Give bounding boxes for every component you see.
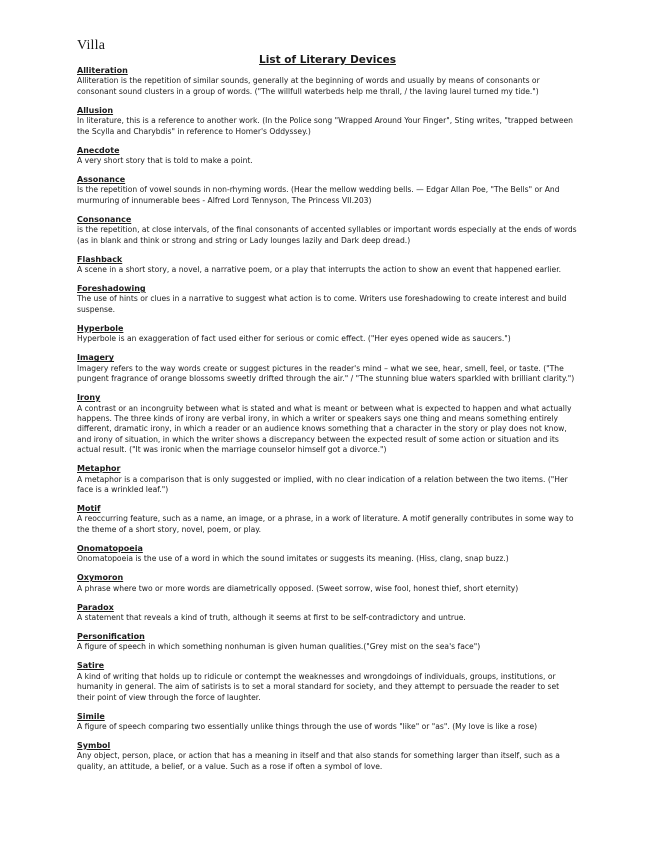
- term-definition: A phrase where two or more words are diametrically opposed. (Sweet sorrow, wise fool, honest thief, short eternity): [77, 583, 519, 593]
- entry-alliteration: [77, 66, 577, 97]
- term-heading: Simile: [77, 711, 105, 721]
- term-definition: Any object, person, place, or action that has a meaning in itself and that also stands for something larger than itself, such as a quality, an attitude, a belief, or a value. Such as a rose if often a symbol of love.: [77, 751, 560, 771]
- entry-imagery: [77, 353, 577, 384]
- term-heading: Anecdote: [77, 145, 120, 155]
- term-definition: A metaphor is a comparison that is only suggested or implied, with no clear indication of a relation between the two items. ("Her face is a wrinkled leaf."): [77, 474, 568, 494]
- entry-assonance: [77, 175, 577, 206]
- author-name: Villa: [77, 38, 106, 53]
- term-definition: A kind of writing that holds up to ridicule or contempt the weaknesses and wrongdoings of individuals, groups, institutions, or humanity in general. The aim of satirists is to set a moral standard for society, and they attempt to persuade the reader to set their point of view through the force of laughter.: [77, 671, 560, 702]
- term-definition: A figure of speech in which something nonhuman is given human qualities.("Grey mist on the sea's face"): [77, 642, 481, 652]
- term-heading: Symbol: [77, 741, 111, 750]
- entry-metaphor: [77, 464, 577, 495]
- term-definition: A scene in a short story, a novel, a narrative poem, or a play that interrupts the action to show an event that happened earlier.: [77, 265, 562, 275]
- entry-satire: [77, 661, 577, 703]
- entry-onomatopoeia: [77, 544, 577, 565]
- term-heading: Imagery: [77, 353, 115, 363]
- term-definition: A reoccurring feature, such as a name, an image, or a phrase, in a work of literature. A motif generally contributes in some way to the theme of a short story, novel, poem, or play.: [77, 514, 574, 534]
- term-heading: Personification: [77, 631, 145, 641]
- term-heading: Paradox: [77, 602, 114, 612]
- entry-oxymoron: [77, 573, 577, 594]
- term-heading: Hyperbole: [77, 323, 124, 333]
- term-definition: A figure of speech comparing two essentially unlike things through the use of words "like" or "as". (My love is like a rose): [77, 722, 538, 731]
- term-definition: A statement that reveals a kind of truth, although it seems at first to be self-contradictory and untrue.: [77, 612, 466, 622]
- term-heading: Satire: [77, 661, 105, 671]
- term-heading: Assonance: [77, 175, 126, 185]
- entry-paradox: [77, 603, 577, 624]
- entry-motif: [77, 504, 577, 535]
- entry-foreshadowing: [77, 284, 577, 315]
- entry-symbol: [77, 741, 577, 772]
- term-definition: In literature, this is a reference to another work. (In the Police song "Wrapped Around Your Finger", Sting writes, "trapped between the Scylla and Charybdis" in reference to Homer's Oddyssey.): [77, 116, 573, 136]
- entry-personification: [77, 632, 577, 653]
- term-definition: Hyperbole is an exaggeration of fact used either for serious or comic effect. ("Her eyes opened wide as saucers."): [77, 334, 511, 344]
- term-definition: The use of hints or clues in a narrative to suggest what action is to come. Writers use foreshadowing to create interest and build suspense.: [77, 294, 567, 314]
- entry-flashback: [77, 255, 577, 276]
- entry-consonance: [77, 215, 577, 246]
- entry-hyperbole: [77, 324, 577, 345]
- term-definition: A very short story that is told to make a point.: [77, 156, 253, 166]
- term-heading: Allusion: [77, 105, 114, 115]
- term-definition: Is the repetition of vowel sounds in non-rhyming words. (Hear the mellow wedding bells. — Edgar Allan Poe, "The Bells" or And murmuring of innumerable bees - Alfred Lord Tennyson, The Princess VII.203): [77, 185, 560, 205]
- term-heading: Metaphor: [77, 464, 121, 474]
- term-definition: Onomatopoeia is the use of a word in which the sound imitates or suggests its meaning. (Hiss, clang, snap buzz.): [77, 554, 509, 564]
- term-heading: Flashback: [77, 254, 123, 264]
- term-heading: Foreshadowing: [77, 284, 146, 294]
- term-definition: Alliteration is the repetition of similar sounds, generally at the beginning of words and usually by means of consonants or consonant sound clusters in a group of words. ("The willfull waterbeds help me thrall, / the laving laurel turned my tide."): [77, 76, 540, 96]
- entry-irony: [77, 393, 577, 455]
- term-heading: Oxymoron: [77, 573, 124, 583]
- term-heading: Irony: [77, 393, 101, 403]
- term-definition: A contrast or an incongruity between what is stated and what is meant or between what is expected to happen and what actually happens. The three kinds of irony are verbal irony, in which a writer or speakers says one thing and means something entirely different, dramatic irony, in which a reader or an audience knows something that a character in the story or play does not know, and irony of situation, in which the writer shows a discrepancy between the expected result of some action or situation and its actual result. ("It was ironic when the marriage counselor himself got a divorce."): [77, 403, 572, 455]
- term-heading: Alliteration: [77, 66, 128, 75]
- entry-allusion: [77, 106, 577, 137]
- device-list: [77, 66, 577, 781]
- term-definition: is the repetition, at close intervals, of the final consonants of accented syllables or important words especially at the ends of words (as in blank and think or strong and string or Lady lounges lazily and Dark deep dread.): [77, 225, 577, 245]
- term-heading: Motif: [77, 503, 101, 513]
- term-heading: Onomatopoeia: [77, 543, 143, 553]
- term-heading: Consonance: [77, 214, 132, 224]
- document-title: List of Literary Devices: [259, 54, 396, 66]
- term-definition: Imagery refers to the way words create or suggest pictures in the reader's mind – what we see, hear, smell, feel, or taste. ("The pungent fragrance of orange blossoms sweetly drifted through the air." / "The stunning blue waters sparkled with brilliant clarity."): [77, 363, 575, 384]
- entry-simile: [77, 712, 577, 733]
- entry-anecdote: [77, 146, 577, 167]
